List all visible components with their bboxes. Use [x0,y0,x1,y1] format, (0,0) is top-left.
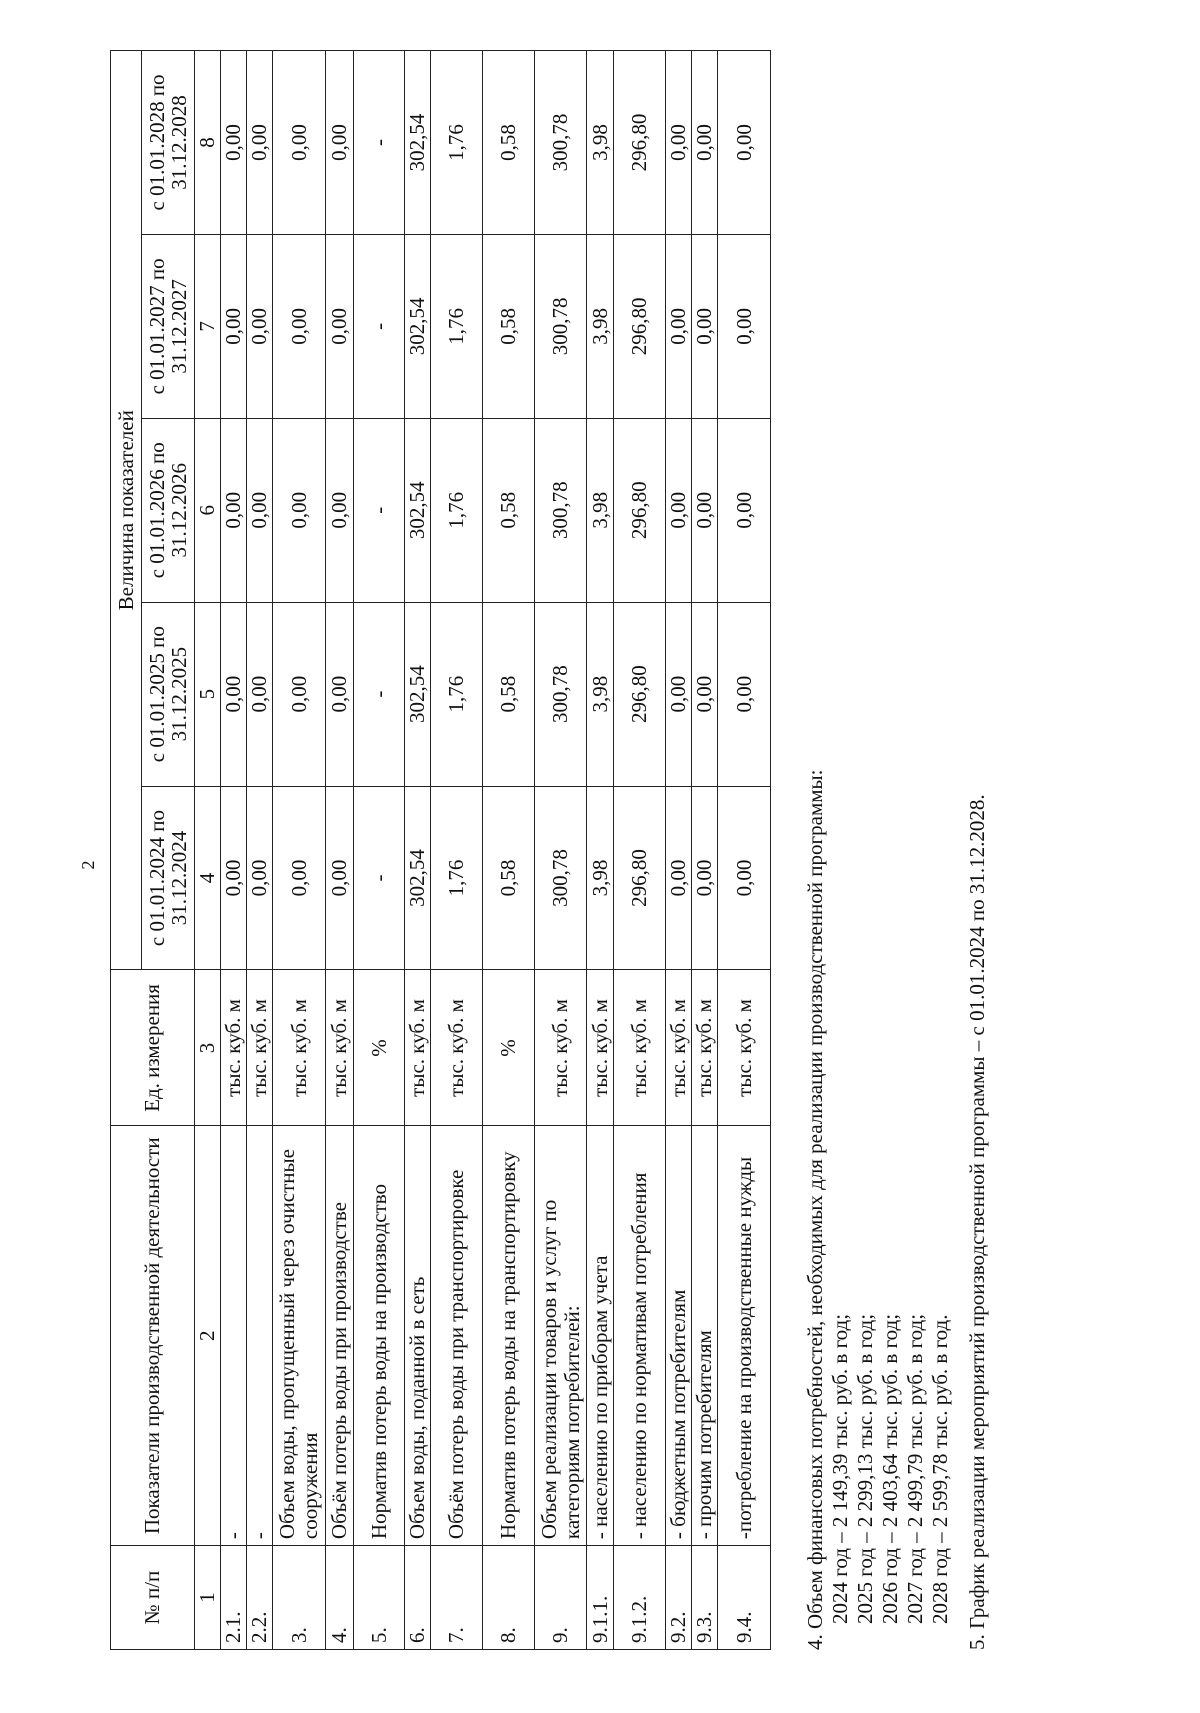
table-row [431,51,483,1650]
table-row [483,51,535,1650]
production-program-table [110,50,771,1650]
row-value: 0,00 [221,602,247,786]
row-value: 3,98 [587,418,614,602]
row-indicator: Объём потерь воды при производстве [326,1126,354,1546]
column-number: 6 [195,418,221,602]
column-number: 7 [195,234,221,418]
table-row [405,51,431,1650]
table-row [326,51,354,1650]
row-number: 2.1. [221,1546,247,1650]
row-unit: тыс. куб. м [431,970,483,1126]
row-value: 0,58 [483,602,535,786]
row-value: 302,54 [405,602,431,786]
table-row [354,51,405,1650]
financial-line: 2024 год – 2 149,39 тыс. руб. в год; [828,1313,852,1624]
row-value: 0,00 [326,418,354,602]
table-row [614,51,666,1650]
row-number: 9.1.2. [614,1546,666,1650]
row-value: - [354,51,405,235]
row-value: 302,54 [405,234,431,418]
row-number: 9.2. [666,1546,692,1650]
table-row [666,51,692,1650]
page-number: 2 [78,860,98,870]
row-number: 5. [354,1546,405,1650]
header-period: с 01.01.2026 по 31.12.2026 [142,418,195,602]
row-value: 0,00 [273,602,326,786]
row-value: 296,80 [614,602,666,786]
row-value: 1,76 [431,418,483,602]
row-value: 0,00 [326,786,354,970]
row-value: - [354,234,405,418]
header-period: с 01.01.2025 по 31.12.2025 [142,602,195,786]
row-number: 2.2. [247,1546,273,1650]
header-no: № п/п [111,1546,195,1650]
row-unit: тыс. куб. м [666,970,692,1126]
column-number: 8 [195,51,221,235]
row-value: 3,98 [587,786,614,970]
row-value: 0,00 [326,51,354,235]
row-number: 4. [326,1546,354,1650]
row-number: 6. [405,1546,431,1650]
row-value: - [354,602,405,786]
row-unit: тыс. куб. м [273,970,326,1126]
rotated-page-content [110,50,1200,1650]
row-unit: тыс. куб. м [221,970,247,1126]
row-unit: % [483,970,535,1126]
row-indicator: - [221,1126,247,1546]
row-number: 9.4. [718,1546,771,1650]
column-number: 1 [195,1546,221,1650]
row-indicator: -потребление на производственные нужды [718,1126,771,1546]
row-indicator: Объем воды, пропущенный через очистные сооружения [273,1126,326,1546]
row-unit: % [354,970,405,1126]
row-value: 0,58 [483,418,535,602]
header-unit: Ед. измерения [111,970,195,1126]
header-indicator: Показатели производственной деятельности [111,1126,195,1546]
row-indicator: - [247,1126,273,1546]
column-number: 2 [195,1126,221,1546]
row-value: 0,00 [247,418,273,602]
schedule-section: 5. График реализации мероприятий производственной программы – с 01.01.2024 по 31.12.2028. [965,794,989,1650]
row-unit: тыс. куб. м [718,970,771,1126]
row-unit: тыс. куб. м [535,970,587,1126]
row-unit: тыс. куб. м [247,970,273,1126]
row-value: 0,00 [718,786,771,970]
header-period: с 01.01.2028 по 31.12.2028 [142,51,195,235]
row-number: 9. [535,1546,587,1650]
row-value: 3,98 [587,234,614,418]
row-value: 0,00 [326,234,354,418]
financial-needs-section [803,770,953,1650]
row-indicator: Объём потерь воды при транспортировке [431,1126,483,1546]
column-number: 5 [195,602,221,786]
row-value: 0,00 [221,51,247,235]
row-value: 0,00 [221,786,247,970]
table-row [692,51,718,1650]
row-indicator: - бюджетным потребителям [666,1126,692,1546]
row-value: 0,00 [718,234,771,418]
row-value: 296,80 [614,786,666,970]
table-row [221,51,247,1650]
row-value: 296,80 [614,51,666,235]
row-value: 1,76 [431,602,483,786]
row-value: 302,54 [405,51,431,235]
row-value: 0,00 [666,602,692,786]
row-number: 9.3. [692,1546,718,1650]
row-value: 0,00 [221,418,247,602]
row-value: 300,78 [535,602,587,786]
row-value: 300,78 [535,51,587,235]
column-number: 3 [195,970,221,1126]
row-indicator: Объем воды, поданной в сеть [405,1126,431,1546]
row-unit: тыс. куб. м [614,970,666,1126]
row-value: 0,58 [483,51,535,235]
row-number: 7. [431,1546,483,1650]
row-value: 0,58 [483,786,535,970]
column-number: 4 [195,786,221,970]
row-value: 0,00 [718,51,771,235]
row-indicator: Объем реализации товаров и услуг по категориям потребителей: [535,1126,587,1546]
row-value: 0,00 [247,786,273,970]
row-value: 0,00 [666,234,692,418]
row-value: 0,00 [273,234,326,418]
table-row [718,51,771,1650]
row-unit: тыс. куб. м [692,970,718,1126]
row-value: 0,00 [692,234,718,418]
row-value: - [354,418,405,602]
row-value: 3,98 [587,602,614,786]
financial-line: 2027 год – 2 499,79 тыс. руб. в год; [903,1313,927,1624]
row-value: 0,00 [247,234,273,418]
financial-line: 2028 год – 2 599,78 тыс. руб. в год. [928,1314,952,1624]
row-number: 8. [483,1546,535,1650]
row-value: - [354,786,405,970]
row-value: 1,76 [431,51,483,235]
row-value: 302,54 [405,418,431,602]
row-value: 1,76 [431,234,483,418]
row-value: 0,00 [692,786,718,970]
row-indicator: - населению по приборам учета [587,1126,614,1546]
row-value: 0,00 [247,602,273,786]
row-value: 0,00 [718,418,771,602]
financial-line: 2025 год – 2 299,13 тыс. руб. в год; [853,1313,877,1624]
row-value: 3,98 [587,51,614,235]
header-period: с 01.01.2027 по 31.12.2027 [142,234,195,418]
table-row [273,51,326,1650]
row-indicator: - населению по нормативам потребления [614,1126,666,1546]
section-4-title: 4. Объем финансовых потребностей, необходимых для реализации производственной программы: [803,769,827,1650]
row-value: 0,00 [273,786,326,970]
table-row [535,51,587,1650]
table-row [247,51,273,1650]
row-value: 300,78 [535,786,587,970]
header-period: с 01.01.2024 по 31.12.2024 [142,786,195,970]
row-value: 300,78 [535,418,587,602]
row-unit: тыс. куб. м [405,970,431,1126]
row-value: 296,80 [614,418,666,602]
row-value: 0,00 [273,418,326,602]
row-value: 0,00 [692,602,718,786]
table-row [587,51,614,1650]
row-value: 0,00 [247,51,273,235]
row-value: 0,00 [273,51,326,235]
row-value: 300,78 [535,234,587,418]
row-value: 296,80 [614,234,666,418]
financial-line: 2026 год – 2 403,64 тыс. руб. в год; [878,1313,902,1624]
row-value: 0,00 [666,418,692,602]
row-value: 0,00 [692,418,718,602]
header-value-group: Величина показателей [111,51,142,970]
row-unit: тыс. куб. м [587,970,614,1126]
row-value: 0,00 [326,602,354,786]
row-indicator: Норматив потерь воды на транспортировку [483,1126,535,1546]
row-value: 0,00 [692,51,718,235]
row-value: 1,76 [431,786,483,970]
row-indicator: Норматив потерь воды на производство [354,1126,405,1546]
row-number: 9.1.1. [587,1546,614,1650]
row-value: 0,00 [666,51,692,235]
row-value: 0,58 [483,234,535,418]
row-unit: тыс. куб. м [326,970,354,1126]
row-value: 0,00 [666,786,692,970]
row-value: 0,00 [718,602,771,786]
row-value: 302,54 [405,786,431,970]
row-indicator: - прочим потребителям [692,1126,718,1546]
row-value: 0,00 [221,234,247,418]
row-number: 3. [273,1546,326,1650]
